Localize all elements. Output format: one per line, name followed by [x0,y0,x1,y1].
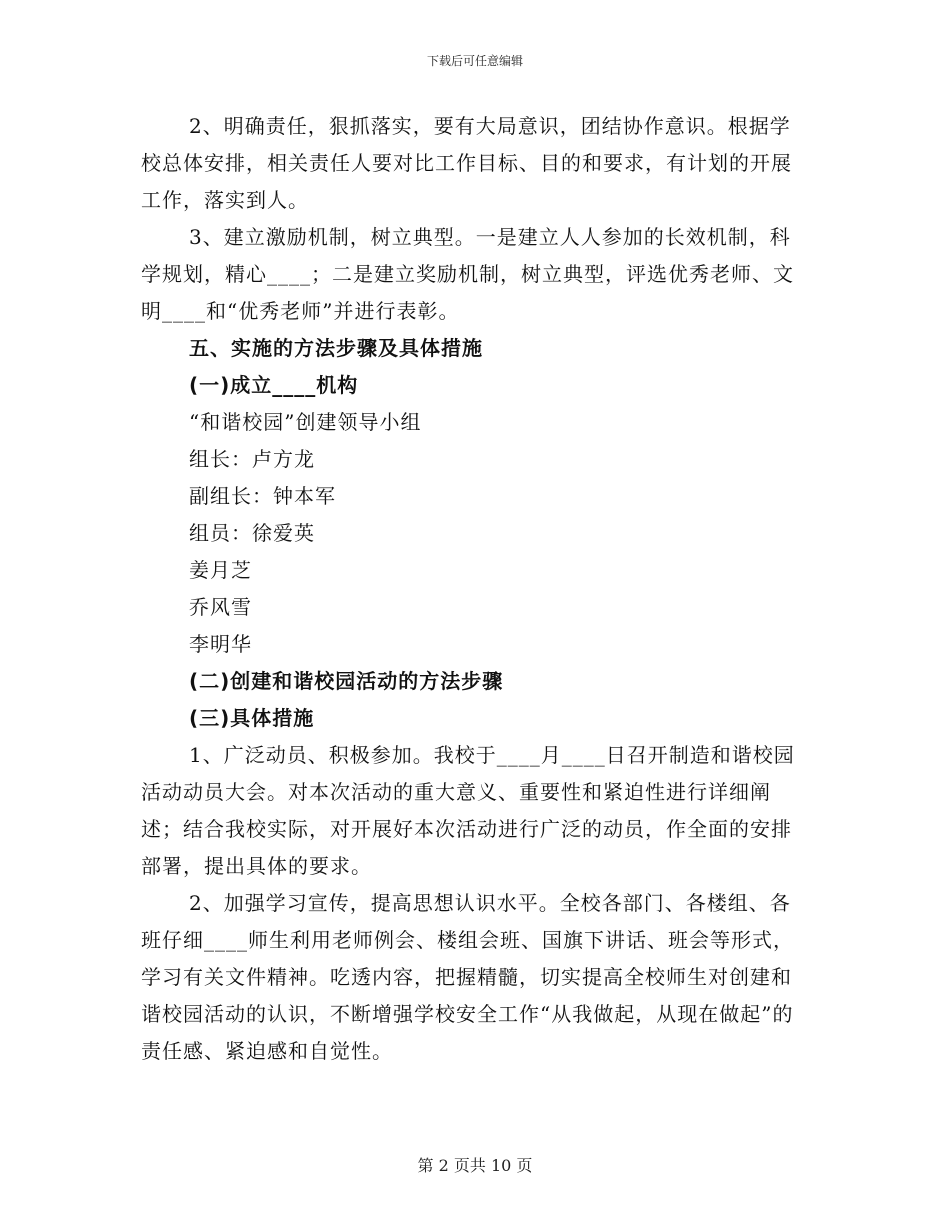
group-vice-leader: 副组长：钟本军 [189,484,336,508]
subsection-heading-steps: (二)创建和谐校园活动的方法步骤 [189,669,504,693]
group-member: 组员：徐爱英 [189,521,315,545]
group-member: 李明华 [189,632,252,656]
paragraph-mobilization: 1、广泛动员、积极参加。我校于____月____日召开制造和谐校园活动动员大会。对本次活动的重大意义、重要性和紧迫性进行详细阐述；结合我校实际，对开展好本次活动进行广泛的动员，作全面的安排部署，提出具体的要求。 [141,743,795,878]
group-leader: 组长：卢方龙 [189,447,315,471]
subsection-heading-organization: (一)成立____机构 [189,373,359,397]
group-member: 乔风雪 [189,595,252,619]
paragraph-incentive: 3、建立激励机制，树立典型。一是建立人人参加的长效机制，科学规划，精心____；二是建立奖励机制，树立典型，评选优秀老师、文明____和“优秀老师”并进行表彰。 [141,225,794,323]
section-heading-implementation: 五、实施的方法步骤及具体措施 [189,336,483,360]
paragraph-publicity: 2、加强学习宣传，提高思想认识水平。全校各部门、各楼组、各班仔细____师生利用老师例会、楼组会班、国旗下讲话、班会等形式，学习有关文件精神。吃透内容，把握精髓，切实提高全校师生对创建和谐校园活动的认识，不断增强学校安全工作“从我做起，从现在做起”的责任感、紧迫感和自觉性。 [141,891,794,1063]
group-title: “和谐校园”创建领导小组 [189,410,422,434]
page-footer: 第 2 页共 10 页 [417,1156,533,1175]
subsection-heading-measures: (三)具体措施 [189,706,315,730]
group-member: 姜月芝 [189,558,252,582]
page-header: 下载后可任意编辑 [426,54,523,68]
paragraph-responsibility: 2、明确责任，狠抓落实，要有大局意识，团结协作意识。根据学校总体安排，相关责任人要对比工作目标、目的和要求，有计划的开展工作，落实到人。 [141,114,792,212]
document-body [141,108,811,1070]
